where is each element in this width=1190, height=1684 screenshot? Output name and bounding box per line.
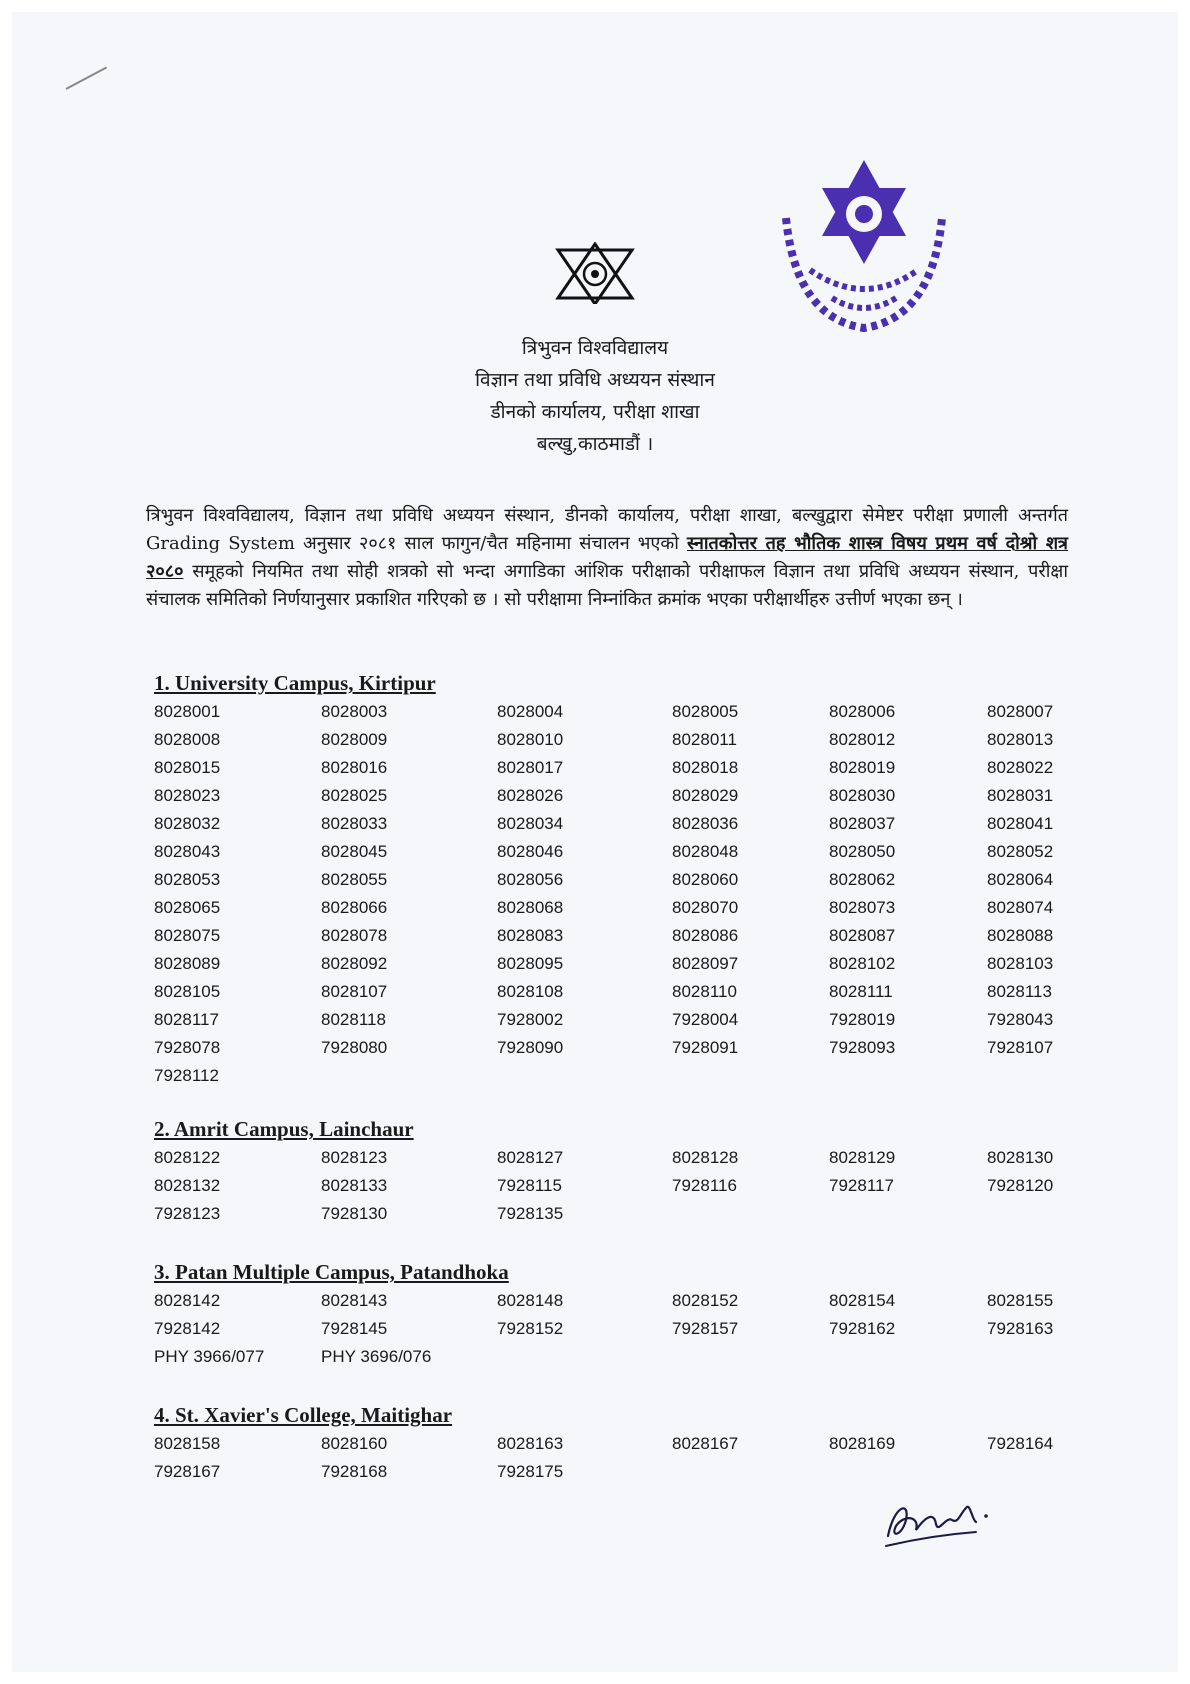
symbol-number: 7928019 [829,1010,896,1029]
symbol-number: 8028111 [829,982,893,1001]
symbol-number: 7928116 [672,1176,737,1195]
symbol-number: 7928120 [987,1176,1054,1195]
symbol-number: 8028036 [672,814,739,833]
symbol-number: 8028155 [987,1291,1054,1310]
symbol-number: 8028122 [154,1148,221,1167]
symbol-number: 7928142 [154,1319,221,1338]
office-stamp [766,158,962,358]
symbol-number: 8028143 [321,1291,388,1310]
symbol-number: 8028009 [321,730,388,749]
symbol-number: 7928164 [987,1434,1054,1453]
symbol-number: 8028148 [497,1291,564,1310]
notice-paragraph [146,502,1068,614]
symbol-number: 8028032 [154,814,221,833]
symbol-number: 7928080 [321,1038,388,1057]
symbol-number: 8028011 [672,730,737,749]
symbol-number: 8028110 [672,982,737,1001]
symbol-number-list [154,698,1074,1090]
symbol-number: 8028160 [321,1434,388,1453]
symbol-number: 8028037 [829,814,896,833]
symbol-number: 8028023 [154,786,221,805]
symbol-number: 8028128 [672,1148,739,1167]
symbol-number: 7928091 [672,1038,739,1057]
symbol-number: 8028065 [154,898,221,917]
symbol-number: 7928093 [829,1038,896,1057]
symbol-number: 7928002 [497,1010,564,1029]
symbol-number: 8028001 [154,702,221,721]
campus-title: 4. St. Xavier's College, Maitighar [154,1403,453,1427]
symbol-number: 7928145 [321,1319,388,1338]
symbol-number: 8028007 [987,702,1054,721]
notice-text-start: त्रिभुवन विश्वविद्यालय, विज्ञान तथा प्रविधि अध्ययन संस्थान, डीनको कार्यालय, परीक्षा शाखा, बल्खुद्वारा सेमेष्टर परीक्षा प्रणाली अन्तर्गत Grading System अनुसार २०८१ साल फागुन/चैत महिनामा संचालन भएको [146,505,1068,554]
symbol-number: 8028006 [829,702,896,721]
campus-title: 1. University Campus, Kirtipur [154,671,436,695]
symbol-number: 8028031 [987,786,1054,805]
symbol-number: 8028060 [672,870,739,889]
signature [880,1486,1000,1556]
campus-section-st-xaviers [154,1402,1074,1486]
symbol-number: 8028073 [829,898,896,917]
symbol-number-list [154,1144,1074,1228]
symbol-number: 8028008 [154,730,221,749]
symbol-number: PHY 3966/077 [154,1347,265,1366]
symbol-number: 8028003 [321,702,388,721]
symbol-number: 7928167 [154,1462,221,1481]
symbol-number: 8028088 [987,926,1054,945]
symbol-number: 8028064 [987,870,1054,889]
symbol-number: 8028092 [321,954,388,973]
symbol-number: 8028068 [497,898,564,917]
symbol-number: 7928043 [987,1010,1054,1029]
university-emblem-icon [554,242,636,304]
symbol-number: 7928090 [497,1038,564,1057]
symbol-number: 8028105 [154,982,221,1001]
symbol-number: 8028095 [497,954,564,973]
symbol-number: 8028117 [154,1010,219,1029]
symbol-number: 8028033 [321,814,388,833]
symbol-number: 7928123 [154,1204,221,1223]
symbol-number: 8028129 [829,1148,896,1167]
symbol-number: 8028045 [321,842,388,861]
symbol-number: 8028026 [497,786,564,805]
symbol-number: 8028055 [321,870,388,889]
symbol-number: 7928152 [497,1319,564,1338]
symbol-number: 8028130 [987,1148,1054,1167]
symbol-number: 8028097 [672,954,739,973]
symbol-number: 8028152 [672,1291,739,1310]
symbol-number: 7928117 [829,1176,894,1195]
symbol-number: 8028127 [497,1148,564,1167]
campus-section-patan [154,1259,1074,1371]
symbol-number: 7928163 [987,1319,1054,1338]
symbol-number: 8028078 [321,926,388,945]
symbol-number: 7928175 [497,1462,564,1481]
campus-section-university [154,670,1074,1090]
symbol-number: 8028167 [672,1434,739,1453]
symbol-number: 8028025 [321,786,388,805]
notice-text-end: समूहको नियमित तथा सोही शत्रको सो भन्दा अगाडिका आंशिक परीक्षाको परीक्षाफल विज्ञान तथा प्रविधि अध्ययन संस्थान, परीक्षा संचालक समितिको निर्णयानुसार प्रकाशित गरिएको छ । सो परीक्षामा निम्नांकित क्रमांक भएका परीक्षार्थीहरु उत्तीर्ण भएका छन् । [146,561,1068,610]
symbol-number: 8028016 [321,758,388,777]
symbol-number: 8028010 [497,730,564,749]
symbol-number: 8028132 [154,1176,221,1195]
symbol-number: 8028018 [672,758,739,777]
symbol-number: 8028056 [497,870,564,889]
symbol-number: 8028169 [829,1434,896,1453]
symbol-number: 8028029 [672,786,739,805]
symbol-number: 8028118 [321,1010,386,1029]
symbol-number: 8028012 [829,730,896,749]
office-header [0,332,1190,460]
symbol-number: 8028017 [497,758,564,777]
notice-program-highlight: स्नातकोत्तर तह भौतिक शास्त्र विषय प्रथम वर्ष दोश्रो शत्र २०८० [146,533,1068,582]
symbol-number: 8028103 [987,954,1054,973]
symbol-number: 8028113 [987,982,1052,1001]
symbol-number: 8028022 [987,758,1054,777]
symbol-number: 8028087 [829,926,896,945]
symbol-number: 8028070 [672,898,739,917]
symbol-number: PHY 3696/076 [321,1347,432,1366]
symbol-number: 8028154 [829,1291,896,1310]
symbol-number: 8028086 [672,926,739,945]
symbol-number: 8028048 [672,842,739,861]
symbol-number: 8028004 [497,702,564,721]
symbol-number: 8028030 [829,786,896,805]
symbol-number: 8028043 [154,842,221,861]
symbol-number: 8028019 [829,758,896,777]
symbol-number: 7928135 [497,1204,564,1223]
symbol-number: 8028142 [154,1291,221,1310]
campus-section-amrit [154,1116,1074,1228]
campus-title: 3. Patan Multiple Campus, Patandhoka [154,1260,509,1284]
symbol-number: 8028052 [987,842,1054,861]
symbol-number: 7928004 [672,1010,739,1029]
university-name: त्रिभुवन विश्वविद्यालय [521,337,669,359]
symbol-number: 7928157 [672,1319,739,1338]
symbol-number: 7928162 [829,1319,896,1338]
symbol-number: 7928168 [321,1462,388,1481]
symbol-number: 8028133 [321,1176,388,1195]
symbol-number: 8028102 [829,954,896,973]
symbol-number: 8028074 [987,898,1054,917]
symbol-number: 8028050 [829,842,896,861]
symbol-number: 8028046 [497,842,564,861]
symbol-number: 8028163 [497,1434,564,1453]
symbol-number-list [154,1430,1074,1486]
symbol-number: 8028053 [154,870,221,889]
symbol-number: 8028066 [321,898,388,917]
symbol-number: 8028083 [497,926,564,945]
symbol-number-list [154,1287,1074,1371]
symbol-number: 7928115 [497,1176,562,1195]
symbol-number: 8028107 [321,982,388,1001]
symbol-number: 7928107 [987,1038,1054,1057]
office-location: बल्खु,काठमाडौं । [536,433,654,455]
symbol-number: 7928112 [154,1066,219,1085]
symbol-number: 8028158 [154,1434,221,1453]
office-name: डीनको कार्यालय, परीक्षा शाखा [490,401,700,423]
institute-name: विज्ञान तथा प्रविधि अध्ययन संस्थान [475,369,715,391]
campus-title: 2. Amrit Campus, Lainchaur [154,1117,414,1141]
symbol-number: 8028015 [154,758,221,777]
symbol-number: 8028075 [154,926,221,945]
symbol-number: 8028041 [987,814,1054,833]
symbol-number: 7928078 [154,1038,221,1057]
symbol-number: 8028062 [829,870,896,889]
symbol-number: 8028089 [154,954,221,973]
symbol-number: 8028108 [497,982,564,1001]
symbol-number: 8028123 [321,1148,388,1167]
symbol-number: 8028013 [987,730,1054,749]
symbol-number: 8028005 [672,702,739,721]
symbol-number: 7928130 [321,1204,388,1223]
symbol-number: 8028034 [497,814,564,833]
